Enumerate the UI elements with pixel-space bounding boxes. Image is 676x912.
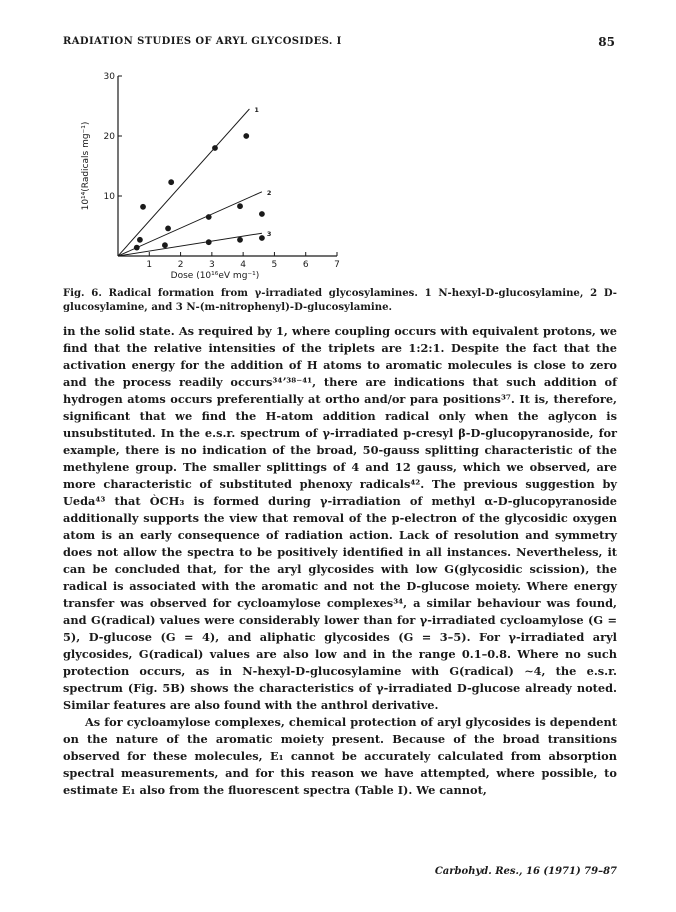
x-tick-label: 2 xyxy=(177,260,184,270)
series-1-point xyxy=(140,204,146,210)
paragraph-2: As for cycloamylose complexes, chemical protection of aryl glycosides is dependent on the nature of the aromatic moiety present. Because of the broad transitions observed for these molecules, E₁ cannot be accurately calculated from absorption spectral measurements, and for this reason we have attempted, where possible, to estimate E₁ also from the fluorescent spectra (Table I). We cannot, xyxy=(63,715,617,798)
x-tick-label: 3 xyxy=(208,260,215,270)
series-3-point xyxy=(206,239,212,245)
running-head xyxy=(63,36,615,52)
journal-citation: Carbohyd. Res., 16 (1971) 79–87 xyxy=(434,866,617,877)
series-1-label: 1 xyxy=(254,106,259,114)
figure-caption: Fig. 6. Radical formation from γ-irradiated glycosylamines. 1 N-hexyl-D-glucosylamine, 2 D-glucosylamine, and 3 N-(m-nitrophenyl)-D-glucosylamine. xyxy=(63,288,617,313)
x-tick-label: 6 xyxy=(302,260,309,270)
y-tick-label: 20 xyxy=(103,132,115,142)
figure-6 xyxy=(70,64,370,284)
series-3-point xyxy=(259,235,265,241)
series-1-point xyxy=(168,179,174,185)
paragraph-1: in the solid state. As required by 1, where coupling occurs with equivalent protons, we find that the relative intensities of the triplets are 1:2:1. Despite the fact that the activation energy for the addition of H atoms to aromatic molecules is close to zero and the process readily occurs³⁴ʼ³⁸⁻⁴¹, there are indications that such addition of hydrogen atoms occurs preferentially at ortho and/or para positions³⁷. It is, therefore, significant that we find the H-atom addition radical only when the aglycon is unsubstituted. In the e.s.r. spectrum of γ-irradiated p-cresyl β-D-glucopyranoside, for example, there is no indication of the broad, 50-gauss splitting characteristic of the methylene group. The smaller splittings of 4 and 12 gauss, which we observed, are more characteristic of substituted phenoxy radicals⁴². The previous suggestion by Ueda⁴³ that ÒCH₃ is formed during γ-irradiation of methyl α-D-glucopyranoside additionally supports the view that removal of the p-electron of the glycosidic oxygen atom is an early consequence of radiation action. Lack of resolution and symmetry does not allow the spectra to be positively identified in all instances. Nevertheless, it can be concluded that, for the aryl glycosides with low G(glycosidic scission), the radical is associated with the aromatic and not the D-glucose moiety. Where energy transfer was observed for cycloamylose complexes³⁴, a similar behaviour was found, and G(radical) values were considerably lower than for γ-irradiated cycloamylose (G = 5), D-glucose (G = 4), and aliphatic glycosides (G = 3–5). For γ-irradiated aryl glycosides, G(radical) values are also low and in the range 0.1–0.8. Where no such protection occurs, as in N-hexyl-D-glucosylamine with G(radical) ∼4, the e.s.r. spectrum (Fig. 5B) shows the characteristics of γ-irradiated D-glucose already noted. Similar features are also found with the anthrol derivative. xyxy=(63,324,617,713)
series-3-point xyxy=(134,245,140,251)
x-tick-label: 5 xyxy=(271,260,278,270)
series-3-point xyxy=(162,242,168,248)
x-axis-label: Dose (10¹⁶eV mg⁻¹) xyxy=(170,271,260,281)
series-2-point xyxy=(137,237,143,243)
page-number: 85 xyxy=(598,35,615,49)
series-2-point xyxy=(237,203,243,209)
running-title: RADIATION STUDIES OF ARYL GLYCOSIDES. I xyxy=(63,36,342,47)
series-1-line xyxy=(118,109,249,256)
series-2-label: 2 xyxy=(266,188,272,197)
series-2-line xyxy=(118,192,262,256)
y-tick-label: 10 xyxy=(103,192,115,202)
series-3-point xyxy=(237,237,243,243)
series-2-point xyxy=(206,214,212,220)
x-tick-label: 4 xyxy=(240,260,247,270)
series-2-point xyxy=(165,226,171,232)
series-3-label: 3 xyxy=(266,230,272,239)
radical-formation-chart xyxy=(70,64,370,284)
y-axis-label: 10¹⁴(Radicals mg⁻¹) xyxy=(81,121,91,211)
series-1-point xyxy=(212,145,218,151)
body-text xyxy=(63,323,617,799)
x-tick-label: 1 xyxy=(146,260,153,270)
series-2-point xyxy=(259,211,265,217)
series-3-line xyxy=(118,233,262,256)
y-tick-label: 30 xyxy=(103,72,115,82)
series-1-point xyxy=(243,133,249,139)
x-tick-label: 7 xyxy=(334,260,340,270)
